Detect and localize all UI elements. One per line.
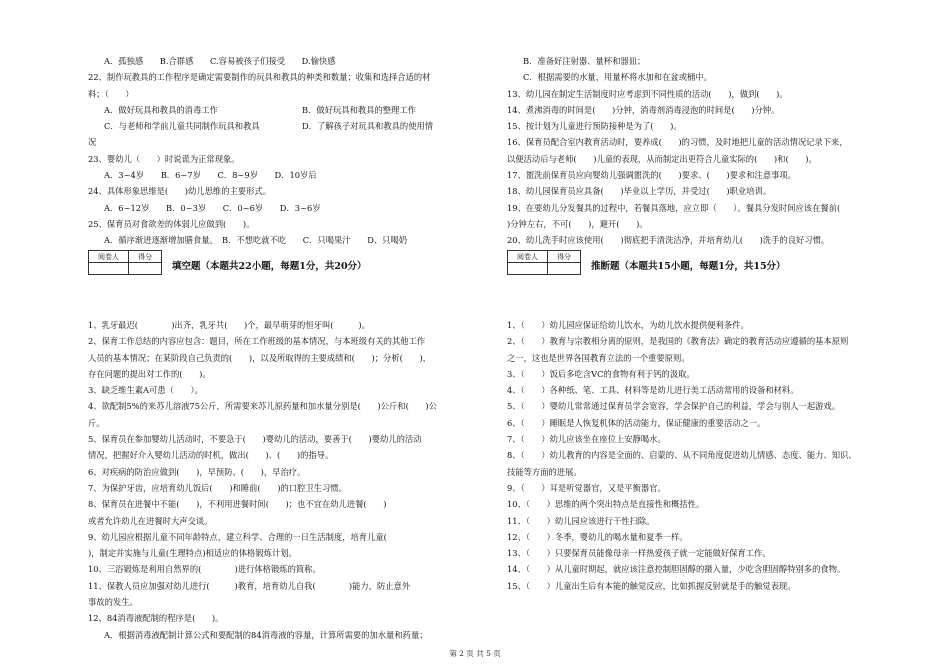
fill-blank-questions	[88, 317, 500, 643]
score-box	[507, 250, 581, 275]
text-line: 1、（ ）幼儿园应保证给幼儿饮水，为幼儿饮水提供便利条件。	[507, 320, 749, 330]
score-box	[88, 250, 162, 275]
score-cell	[129, 263, 162, 275]
text-line: 10、（ ）思维的两个突出特点是直接性和概括性。	[507, 499, 705, 510]
text-line: 10、三浴锻炼是利用自然界的( )进行体格锻炼的简称。	[88, 564, 321, 575]
text-line: 12、84消毒液配制的程序是( )。	[88, 613, 224, 624]
text-line: 4、（ ）各种纸、笔、工具、材料等是幼儿进行美工活动常用的设备和材料。	[507, 385, 799, 396]
text-line: 或者允许幼儿在进餐时大声交谈。	[88, 515, 213, 526]
text-line: 3、缺乏维生素A可患（ ）。	[88, 385, 203, 396]
text-line: 情况，把握好介入婴幼儿活动的时机，做出( )、( )的指导。	[88, 450, 334, 461]
text-line: 15、按计划为儿童进行预防接种是为了( )。	[507, 121, 682, 132]
option-b: B．做好玩具和教具的整理工作	[302, 104, 416, 115]
text-line: 11、（ ）幼儿园应该进行干性扫除。	[507, 515, 655, 526]
right-column	[507, 53, 919, 249]
page-footer: 第 2 页 共 5 页	[449, 649, 501, 658]
text-line: 存在问题的提出对工作的( )。	[88, 368, 211, 379]
text-line: )分钟左右，不可( )，避开( )。	[507, 218, 648, 229]
section-title: 推断题（本题共15小题，每题1分，共15分）	[591, 261, 786, 272]
reviewer-label: 阅卷人	[508, 251, 548, 263]
option-row	[88, 102, 500, 118]
score-label: 得分	[129, 251, 162, 263]
text-line: A．根据消毒液配制计算公式和要配制的84消毒液的容量，计算所需要的加水量和药量；	[104, 629, 428, 640]
text-line: 之一，这也是世界各国教育立法的一个重要原则。	[507, 352, 690, 363]
left-column	[88, 53, 500, 249]
text-line: 25、保育员对食欲差的体弱儿应做到( )。	[88, 218, 255, 229]
score-label: 得分	[548, 251, 581, 263]
option-c: C．与老师和学前儿童共同制作玩具和教具	[104, 121, 260, 132]
text-line: 19、在要幼儿分发餐具的过程中，若餐具落地，应立即（ ）。餐具分发时间应该在餐前(	[507, 202, 857, 213]
option-d: D．了解孩子对玩具和教具的使用情	[302, 121, 434, 132]
text-line: 24、具体形象思维是( )幼儿思维的主要形式。	[88, 186, 271, 197]
text-line: A．循序渐进逐渐增加膳食量。 B．不想吃就不吃 C．只喝果汁 D、只喝奶	[104, 235, 408, 246]
judgment-questions	[507, 317, 919, 594]
text-line: 22、制作玩教具的工作程序是确定需要制作的玩具和教具的种类和数量；收集和选择合适的材	[88, 72, 431, 83]
text-line: 9、（ ）耳是听觉器官，又是平衡器官。	[507, 482, 666, 493]
text-line: 9、幼儿园应根据儿童不同年龄特点，建立科学、合理的一日生活制度，培育儿童(	[88, 531, 404, 542]
text-line: 料；（ ）	[88, 88, 134, 99]
text-line: 2、（ ）教育与宗教相分离的原则，是我国的《教育法》确定的教育活动应遵循的基本原则	[507, 336, 849, 347]
text-line: 4、欲配制5%的来苏儿溶液75公斤，所需要来苏儿原药量和加水量分别是( )公斤和( )公	[88, 401, 437, 412]
text-line: 12、（ ）冬季，婴幼儿的喝水量和夏季一样。	[507, 531, 688, 542]
text-line: 况	[88, 137, 97, 148]
text-line: 18、幼儿园保育员应具备( )毕业以上学历，并受过( )职业培训。	[507, 186, 772, 197]
text-line: 7、（ ）幼儿应该坐在座位上安静喝水。	[507, 434, 666, 445]
text-line: 以便活动后与老师( )儿童的表现，从而制定出更符合儿童实际的( )和( )。	[507, 153, 817, 164]
text-line: 16、保育员配合室内教育活动时，要养成( )的习惯，及时地把儿童的活动情况记录下来，	[507, 137, 848, 148]
text-line: 1、乳牙最迟( )出齐，乳牙共( )个，最早萌芽的恒牙叫( )。	[88, 320, 370, 330]
text-line: 20、幼儿洗手时应该使用( )彻底把手清洗洁净，并培育幼儿( )洗手的良好习惯。	[507, 235, 830, 246]
text-line: A．孤独感 B.合群感 C.容易被孩子们接受 D.愉快感	[104, 56, 336, 66]
reviewer-cell	[508, 263, 548, 275]
section-title: 填空题（本题共22小题，每题1分，共20分）	[172, 261, 367, 272]
text-line: 17、盥洗前保育员应向婴幼儿强调盥洗的( )要求、( )要求和注意事项。	[507, 170, 797, 181]
text-line: 事故的发生。	[88, 597, 138, 608]
text-line: B．准备好注射器、量杯和器皿；	[523, 56, 646, 66]
text-line: 11、保教人员应加强对幼儿进行( )教育，培育幼儿自我( )能力，防止意外	[88, 580, 411, 591]
text-line: A．3~4岁 B．6~7岁 C．8~9岁 D．10岁后	[104, 170, 317, 181]
text-line: 23、婴幼儿（ ）时说谎为正常现象。	[88, 153, 240, 164]
text-line: 8、保育员在进餐中不能( )，不利用进餐时间( )；也不宜在幼儿进餐( )	[88, 499, 387, 510]
text-line: 斤。	[88, 417, 105, 428]
text-line: C．根据需要的水量，用量杯将水加和在盆或桶中。	[523, 72, 712, 83]
option-a: A．做好玩具和教具的消毒工作	[104, 104, 218, 115]
text-line: 2、保育工作总结的内容应包含：题目，所在工作班级的基本情况，与本班级有关的其他工作	[88, 336, 426, 347]
option-row	[88, 118, 500, 134]
text-line: 6、对疾病的防治应做到( )，早预防、( )，早治疗。	[88, 466, 306, 477]
text-line: 技能等方面的进展。	[507, 466, 582, 477]
text-line: 13、（ ）只要保育员能像母亲一样热爱孩子就一定能做好保育工作。	[507, 548, 771, 559]
text-line: 15、（ ）儿童出生后有本能的触觉反应，比如抓握反射就是手的触觉表现。	[507, 580, 796, 591]
fill-blank-section-header	[88, 242, 500, 298]
text-line: 13、幼儿园在制定生活制度时应考虑到不同性质的活动( )，做到( )。	[507, 88, 788, 99]
judgment-section-header	[507, 242, 919, 298]
text-line: 5、保育员在参加婴幼儿活动时，不要急于( )婴幼儿的活动，要善于( )婴幼儿的活动	[88, 434, 422, 445]
text-line: 6、（ ）睡眠是人恢复机体的活动能力，保证健康的重要活动之一。	[507, 417, 766, 428]
text-line: 人员的基本情况；在某阶段自己负责的( )，以及所取得的主要成绩和( )；分析( )，	[88, 352, 432, 363]
text-line: 14、煮沸消毒的时间是( )分钟，消毒剂消毒浸泡的时间是( )分钟。	[507, 104, 780, 115]
text-line: 7、为保护牙齿，应培育幼儿饭后( )和睡前( )的口腔卫生习惯。	[88, 482, 347, 493]
text-line: )，制定并实施与儿童(生理特点)相适应的体格锻炼计划。	[88, 548, 297, 559]
text-line: 8、（ ）幼儿教育的内容是全面的、启蒙的、从不同角度促进幼儿情感、态度、能力、知识、	[507, 450, 857, 461]
score-cell	[548, 263, 581, 275]
text-line: 5、（ ）婴幼儿常常通过保育员学会宽容，学会保护自己的利益，学会与别人一起游戏。	[507, 401, 841, 412]
text-line: A．6~12岁 B．0~3岁 C．0~6岁 D．3~6岁	[104, 202, 321, 213]
text-line: 14、（ ）从儿童时期起，就应该注意控制胆固醇的摄入量，少吃含胆固醇特别多的食物。	[507, 564, 846, 575]
reviewer-label: 阅卷人	[89, 251, 129, 263]
reviewer-cell	[89, 263, 129, 275]
text-line: 3、（ ）饭后多吃含VC的食物有利于钙的汲取。	[507, 368, 695, 379]
